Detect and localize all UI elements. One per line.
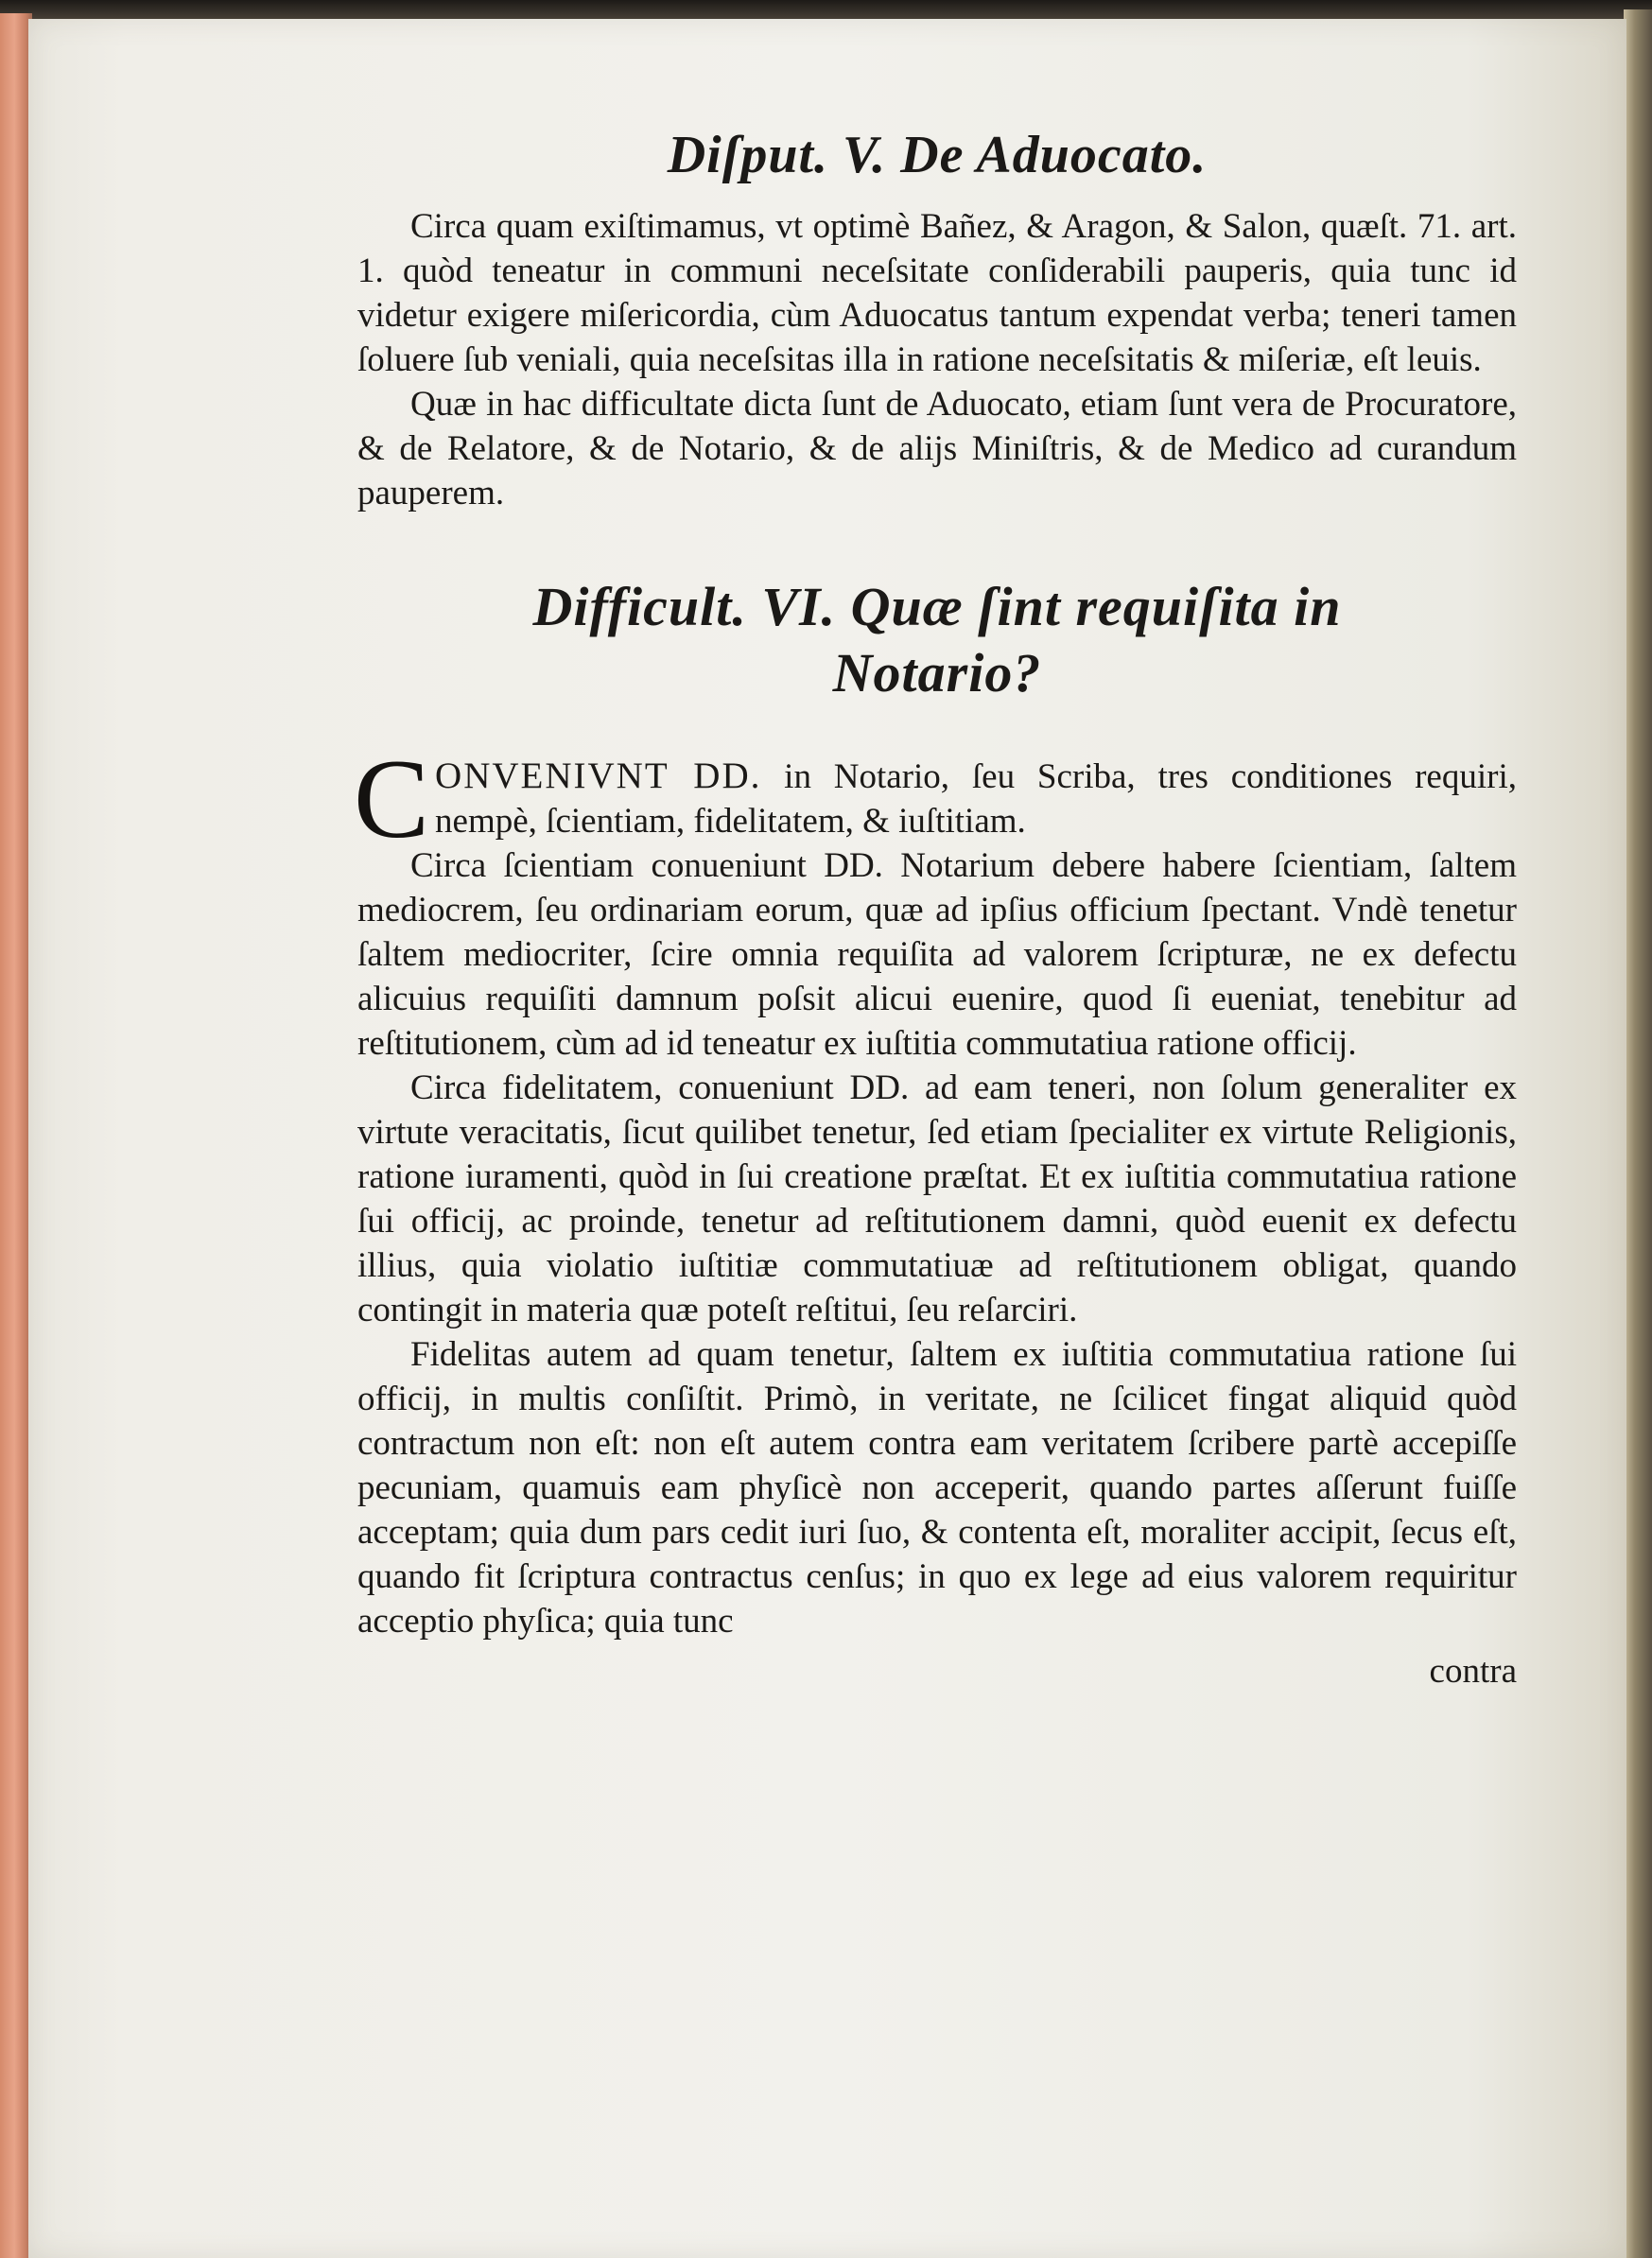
- book-top-edge: [0, 0, 1652, 21]
- paragraph: Circa fidelitatem, conueniunt DD. ad eam teneri, non ſolum generaliter ex virtute veracitatis, ſicut quilibet tenetur, ſed etiam ſpecialiter ex virtute Religionis, ratione iuramenti, quòd in ſui creatione præſtat. Et ex iuſtitia commutatiua ratione ſui officij, ac proinde, tenetur ad reſtitutionem damni, quòd euenit ex defectu illius, quia violatio iuſtitiæ commutatiuæ ad reſtitutionem obligat, quando contingit in materia quæ poteſt reſtitui, ſeu reſarciri.: [357, 1068, 1517, 1329]
- catchword: contra: [1429, 1652, 1517, 1691]
- paragraph: Quæ in hac difficultate dicta ſunt de Aduocato, etiam ſunt vera de Procuratore, & de Relatore, & de Notario, & de alijs Miniſtris, & de Medico ad curandum pauperem.: [357, 385, 1517, 512]
- opening-text: in Notario, ſeu Scriba, tres conditiones requiri, nempè, ſcientiam, fidelitatem, & iuſtitiam.: [435, 757, 1517, 841]
- section-title-line-1: Difficult. VI. Quæ ſint requiſita in: [532, 576, 1342, 637]
- running-head: Diſput. V. De Aduocato.: [667, 126, 1208, 184]
- paragraph: Fidelitas autem ad quam tenetur, ſaltem ex iuſtitia commutatiua ratione ſui officij, in multis conſiſtit. Primò, in veritate, ne ſcilicet fingat aliquid quòd contractum non eſt: non eſt autem contra eam veritatem ſcribere partè accepiſſe pecuniam, quamuis eam phyſicè non acceperit, quando partes aſſerunt fuiſſe acceptam; quia dum pars cedit iuri ſuo, & contenta eſt, moraliter accipit, ſecus eſt, quando fit ſcriptura contractus cenſus; in quo ex lege ad eius valorem requiritur acceptio phyſica; quia tunc: [357, 1335, 1517, 1641]
- opening-paragraph: [354, 736, 1517, 861]
- gutter-shadow: [1624, 9, 1652, 2258]
- opening-capitals: ONVENIVNT DD.: [435, 756, 762, 796]
- section-title-line-2: Notario?: [832, 642, 1042, 703]
- paragraph: Circa quam exiſtimamus, vt optimè Bañez, & Aragon, & Salon, quæſt. 71. art. 1. quòd teneatur in communi neceſsitate conſiderabili pauperis, quia tunc id videtur exigere miſericordia, cùm Aduocatus tantum expendat verba; teneri tamen ſoluere ſub veniali, quia neceſsitas illa in ratione neceſsitatis & miſeriæ, eſt leuis.: [357, 207, 1517, 379]
- drop-cap: C: [354, 736, 430, 861]
- section-title: [357, 574, 1517, 706]
- red-page-edges: [0, 13, 32, 2258]
- text-block: [354, 123, 1517, 1694]
- paragraph: Circa ſcientiam conueniunt DD. Notarium debere habere ſcientiam, ſaltem mediocrem, ſeu ordinariam eorum, quæ ad ipſius officium ſpectant. Vndè tenetur ſaltem mediocriter, ſcire omnia requiſita ad valorem ſcripturæ, ne ex defectu alicuius requiſiti damnum poſsit alicui euenire, quod ſi eueniat, tenebitur ad reſtitutionem, cùm ad id teneatur ex iuſtitia commutatiua ratione officij.: [357, 846, 1517, 1063]
